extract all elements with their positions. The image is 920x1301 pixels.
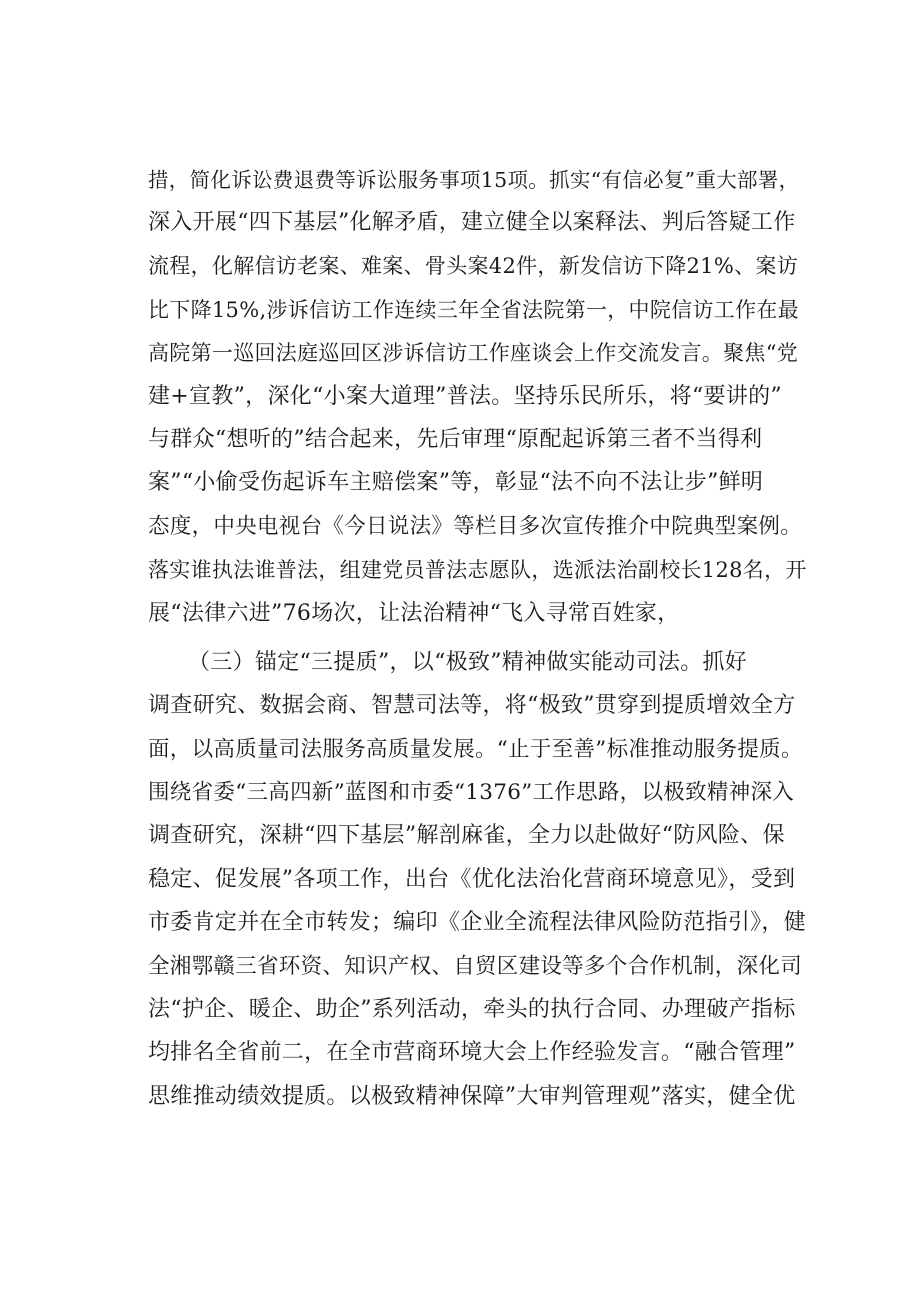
text-line: 与群众“想听的”结合起来，先后审理“原配起诉第三者不当得利: [148, 427, 763, 452]
text-line: 全湘鄂赣三省环资、知识产权、自贸区建设等多个合作机制，深化司: [148, 954, 803, 979]
text-line: 面，以高质量司法服务高质量发展。“止于至善”标准推动服务提质。: [148, 737, 803, 762]
text-line: 比下降15%,涉诉信访工作连续三年全省法院第一，中院信访工作在最: [148, 298, 799, 322]
text-line: 思维推动绩效提质。以极致精神保障”大审判管理观”落实，健全优: [148, 1084, 796, 1109]
text-line: 法“护企、暖企、助企”系列活动，牵头的执行合同、办理破产指标: [148, 997, 796, 1022]
text-line: 围绕省委“三高四新”蓝图和市委“1376”工作思路，以极致精神深入: [148, 780, 795, 805]
section-heading-paragraph: （三）锚定“三提质”，以“极致”精神做实能动司法。抓好: [188, 650, 748, 675]
text-line: 深入开展“四下基层”化解矛盾，建立健全以案释法、判后答疑工作: [148, 210, 796, 235]
text-line: 流程，化解信访老案、难案、骨头案42件，新发信访下降21%、案访: [148, 254, 798, 278]
text-line: 高院第一巡回法庭巡回区涉诉信访工作座谈会上作交流发言。聚焦“党: [148, 341, 799, 365]
text-line: 调查研究、数据会商、智慧司法等，将“极致”贯穿到提质增效全方: [148, 693, 796, 718]
text-line: 态度，中央电视台《今日说法》等栏目多次宣传推介中院典型案例。: [148, 514, 803, 539]
text-line: 措，简化诉讼费退费等诉讼服务事项15项。抓实“有信必复”重大部署，: [148, 168, 800, 192]
text-line: 展“法律六进”76场次，让法治精神“飞入寻常百姓家，: [148, 601, 680, 626]
text-line: 稳定、促发展”各项工作，出台《优化法治化营商环境意见》，受到: [148, 867, 796, 892]
text-line: 调查研究，深耕“四下基层”解剖麻雀，全力以赴做好“防风险、保: [148, 823, 785, 848]
text-line: 建+宣教”，深化“小案大道理”普法。坚持乐民所乐，将“要讲的”: [148, 384, 782, 409]
text-line: 案”“小偷受伤起诉车主赔偿案”等，彰显“法不向不法让步”鲜明: [148, 470, 764, 495]
text-line: 落实谁执法谁普法，组建党员普法志愿队，选派法治副校长128名，开: [148, 558, 807, 582]
text-line: 均排名全省前二，在全市营商环境大会上作经验发言。“融合管理”: [148, 1040, 796, 1065]
text-line: 市委肯定并在全市转发；编印《企业全流程法律风险防范指引》，健: [148, 910, 807, 935]
